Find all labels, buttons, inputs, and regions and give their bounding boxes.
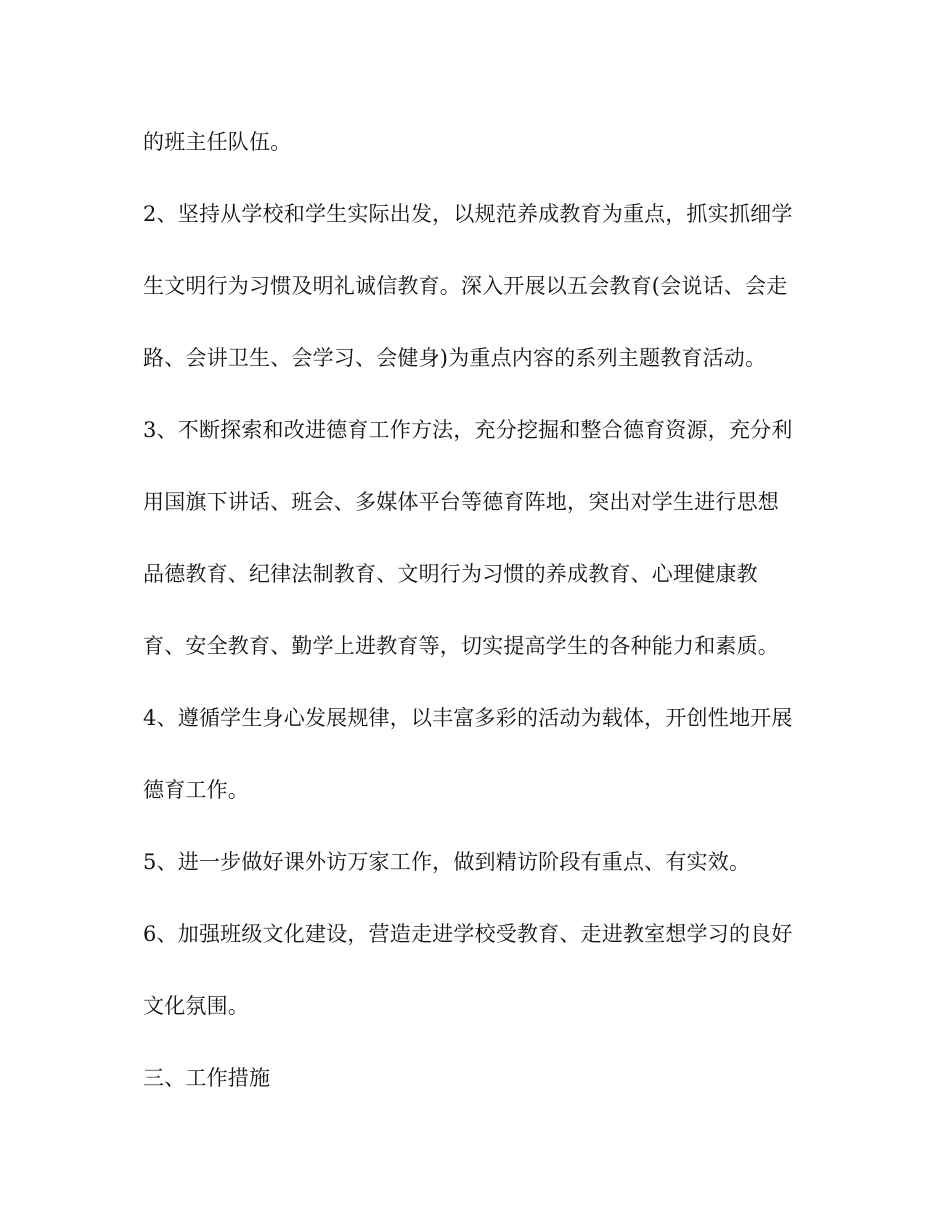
text-line-12: 6、加强班级文化建设，营造走进学校受教育、走进教室想学习的良好 [143, 922, 793, 946]
text-line-3: 生文明行为习惯及明礼诚信教育。深入开展以五会教育(会说话、会走 [143, 274, 788, 298]
text-line-1: 的班主任队伍。 [143, 130, 292, 154]
text-line-8: 育、安全教育、勤学上进教育等，切实提高学生的各种能力和素质。 [143, 634, 779, 658]
text-line-6: 用国旗下讲话、班会、多媒体平台等德育阵地，突出对学生进行思想 [143, 490, 779, 514]
text-line-9: 4、遵循学生身心发展规律，以丰富多彩的活动为载体，开创性地开展 [143, 706, 793, 730]
text-line-10: 德育工作。 [143, 778, 249, 802]
text-line-4: 路、会讲卫生、会学习、会健身)为重点内容的系列主题教育活动。 [143, 346, 767, 370]
text-line-11: 5、进一步做好课外访万家工作，做到精访阶段有重点、有实效。 [143, 850, 751, 874]
text-line-7: 品德教育、纪律法制教育、文明行为习惯的养成教育、心理健康教 [143, 562, 758, 586]
text-line-2: 2、坚持从学校和学生实际出发，以规范养成教育为重点，抓实抓细学 [143, 202, 793, 226]
text-line-5: 3、不断探索和改进德育工作方法，充分挖掘和整合德育资源，充分利 [143, 418, 793, 442]
section-heading: 三、工作措施 [143, 1066, 271, 1090]
text-line-13: 文化氛围。 [143, 994, 249, 1018]
